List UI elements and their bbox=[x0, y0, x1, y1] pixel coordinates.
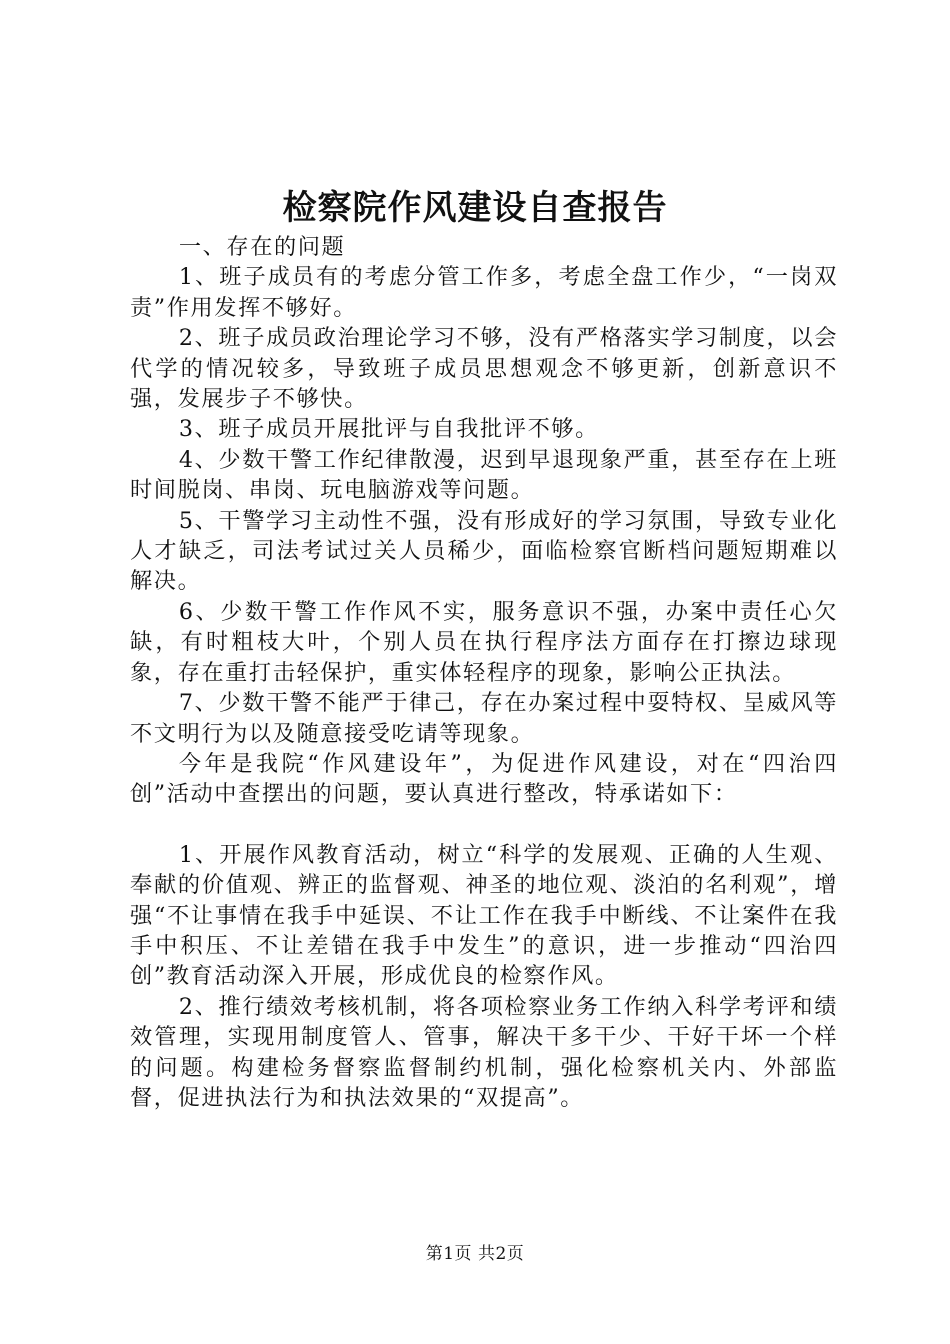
paragraph-commitment-1: 1、开展作风教育活动，树立“科学的发展观、正确的人生观、奉献的价值观、辨正的监督观、神圣的地位观、淡泊的名利观”，增强“不让事情在我手中延误、不让工作在我手中断线、不让案件在我手中积压、不让差错在我手中发生”的意识，进一步推动“四治四创”教育活动深入开展，形成优良的检察作风。 bbox=[130, 841, 838, 990]
document-title: 检察院作风建设自查报告 bbox=[282, 188, 668, 228]
paragraph-commitment-2: 2、推行绩效考核机制，将各项检察业务工作纳入科学考评和绩效管理，实现用制度管人、管事，解决干多干少、干好干坏一个样的问题。构建检务督察监督制约机制，强化检察机关内、外部监督，促进执法行为和执法效果的“双提高”。 bbox=[130, 993, 838, 1111]
paragraph-issue-6: 6、少数干警工作作风不实，服务意识不强，办案中责任心欠缺，有时粗枝大叶，个别人员在执行程序法方面存在打擦边球现象，存在重打击轻保护，重实体轻程序的现象，影响公正执法。 bbox=[130, 598, 838, 686]
paragraph-issue-4: 4、少数干警工作纪律散漫，迟到早退现象严重，甚至存在上班时间脱岗、串岗、玩电脑游戏等问题。 bbox=[130, 446, 838, 504]
section-heading: 一、存在的问题 bbox=[178, 234, 346, 260]
paragraph-issue-3: 3、班子成员开展批评与自我批评不够。 bbox=[178, 416, 599, 443]
document-body bbox=[130, 232, 838, 1113]
paragraph-issue-7: 7、少数干警不能严于律己，存在办案过程中耍特权、呈威风等不文明行为以及随意接受吃请等现象。 bbox=[130, 690, 838, 747]
paragraph-issue-2: 2、班子成员政治理论学习不够，没有严格落实学习制度，以会代学的情况较多，导致班子成员思想观念不够更新，创新意识不强，发展步子不够快。 bbox=[130, 325, 838, 413]
paragraph-issue-1: 1、班子成员有的考虑分管工作多，考虑全盘工作少，“一岗双责”作用发挥不够好。 bbox=[130, 264, 838, 321]
paragraph-commitment-intro: 今年是我院“作风建设年”，为促进作风建设，对在“四治四创”活动中查摆出的问题，要认真进行整改，特承诺如下： bbox=[130, 750, 838, 808]
page-indicator: 第1页 共2页 bbox=[425, 1244, 525, 1264]
paragraph-issue-5: 5、干警学习主动性不强，没有形成好的学习氛围，导致专业化人才缺乏，司法考试过关人员稀少，面临检察官断档问题短期难以解决。 bbox=[130, 507, 838, 595]
